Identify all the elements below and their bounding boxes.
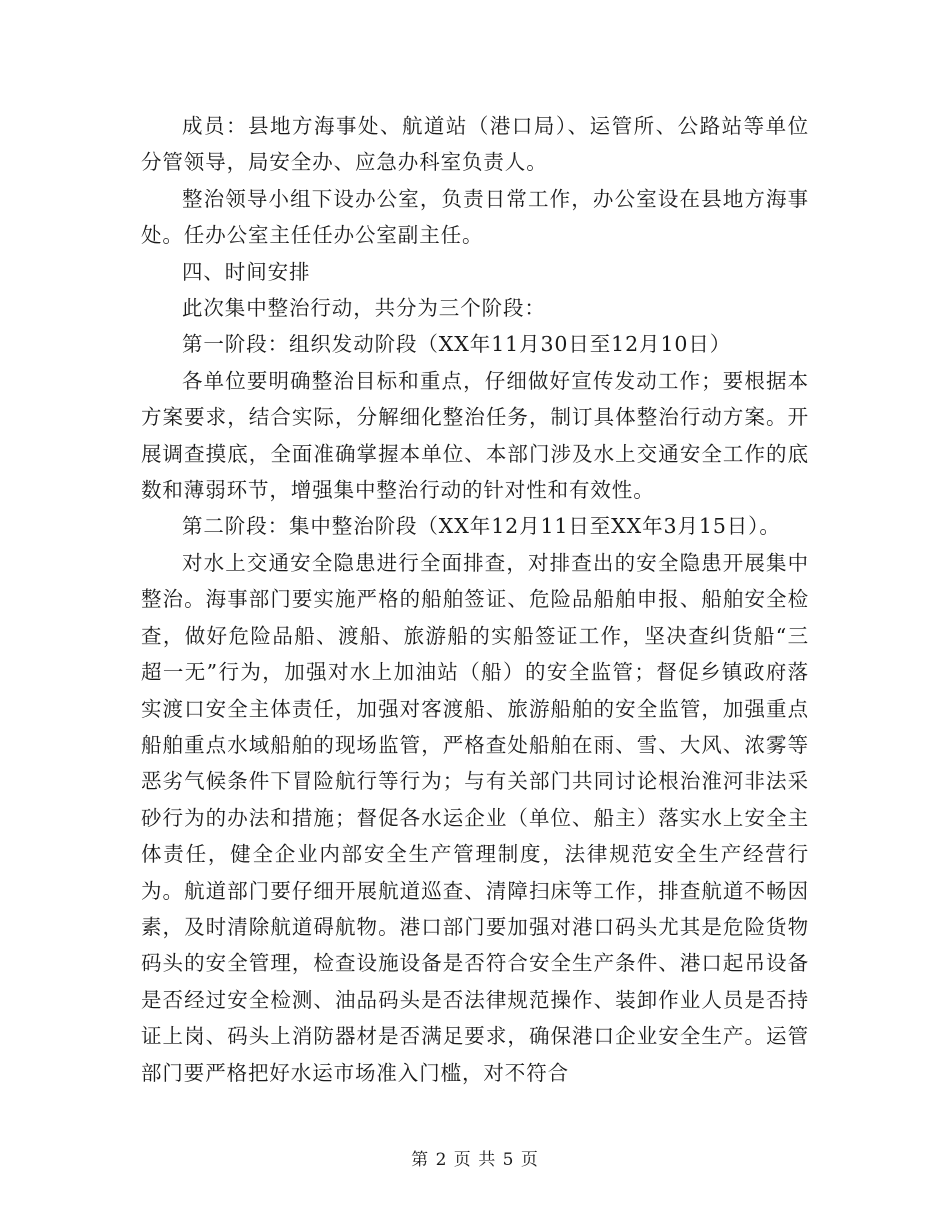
paragraph-office: 整治领导小组下设办公室，负责日常工作，办公室设在县地方海事处。任办公室主任任办公室副主任。 xyxy=(141,186,809,248)
paragraph-stage-two: 对水上交通安全隐患进行全面排查，对排查出的安全隐患开展集中整治。海事部门要实施严格的船舶签证、危险品船舶申报、船舶安全检查，做好危险品船、渡船、旅游船的实船签证工作，坚决查纠货船“三超一无”行为，加强对水上加油站（船）的安全监管；督促乡镇政府落实渡口安全主体责任，加强对客渡船、旅游船舶的安全监管，加强重点船舶重点水域船舶的现场监管，严格查处船舶在雨、雪、大风、浓雾等恶劣气候条件下冒险航行等行为；与有关部门共同讨论根治淮河非法采砂行为的办法和措施；督促各水运企业（单位、船主）落实水上安全主体责任，健全企业内部安全生产管理制度，法律规范安全生产经营行为。航道部门要仔细开展航道巡查、清障扫床等工作，排查航道不畅因素，及时清除航道碍航物。港口部门要加强对港口码头尤其是危险货物码头的安全管理，检查设施设备是否符合安全生产条件、港口起吊设备是否经过安全检测、油品码头是否法律规范操作、装卸作业人员是否持证上岗、码头上消防器材是否满足要求，确保港口企业安全生产。运管部门要严格把好水运市场准入门槛，对不符合 xyxy=(141,550,809,1085)
paragraph-stage-one: 各单位要明确整治目标和重点，仔细做好宣传发动工作；要根据本方案要求，结合实际，分解细化整治任务，制订具体整治行动方案。开展调查摸底，全面准确掌握本单位、本部门涉及水上交通安全工作的底数和薄弱环节，增强集中整治行动的针对性和有效性。 xyxy=(141,368,809,503)
paragraph-members: 成员：县地方海事处、航道站（港口局）、运管所、公路站等单位分管领导，局安全办、应急办科室负责人。 xyxy=(141,114,809,175)
page-number-footer: 第 2 页 共 5 页 xyxy=(411,1150,539,1170)
document-body xyxy=(141,108,809,1091)
section-heading-schedule: 四、时间安排 xyxy=(182,259,311,284)
paragraph-stages-intro: 此次集中整治行动，共分为三个阶段： xyxy=(182,296,546,321)
stage-two-heading: 第二阶段：集中整治阶段（XX年12月11日至XX年3月15日）。 xyxy=(182,514,781,539)
stage-one-heading: 第一阶段：组织发动阶段（XX年11月30日至12月10日） xyxy=(182,332,732,357)
